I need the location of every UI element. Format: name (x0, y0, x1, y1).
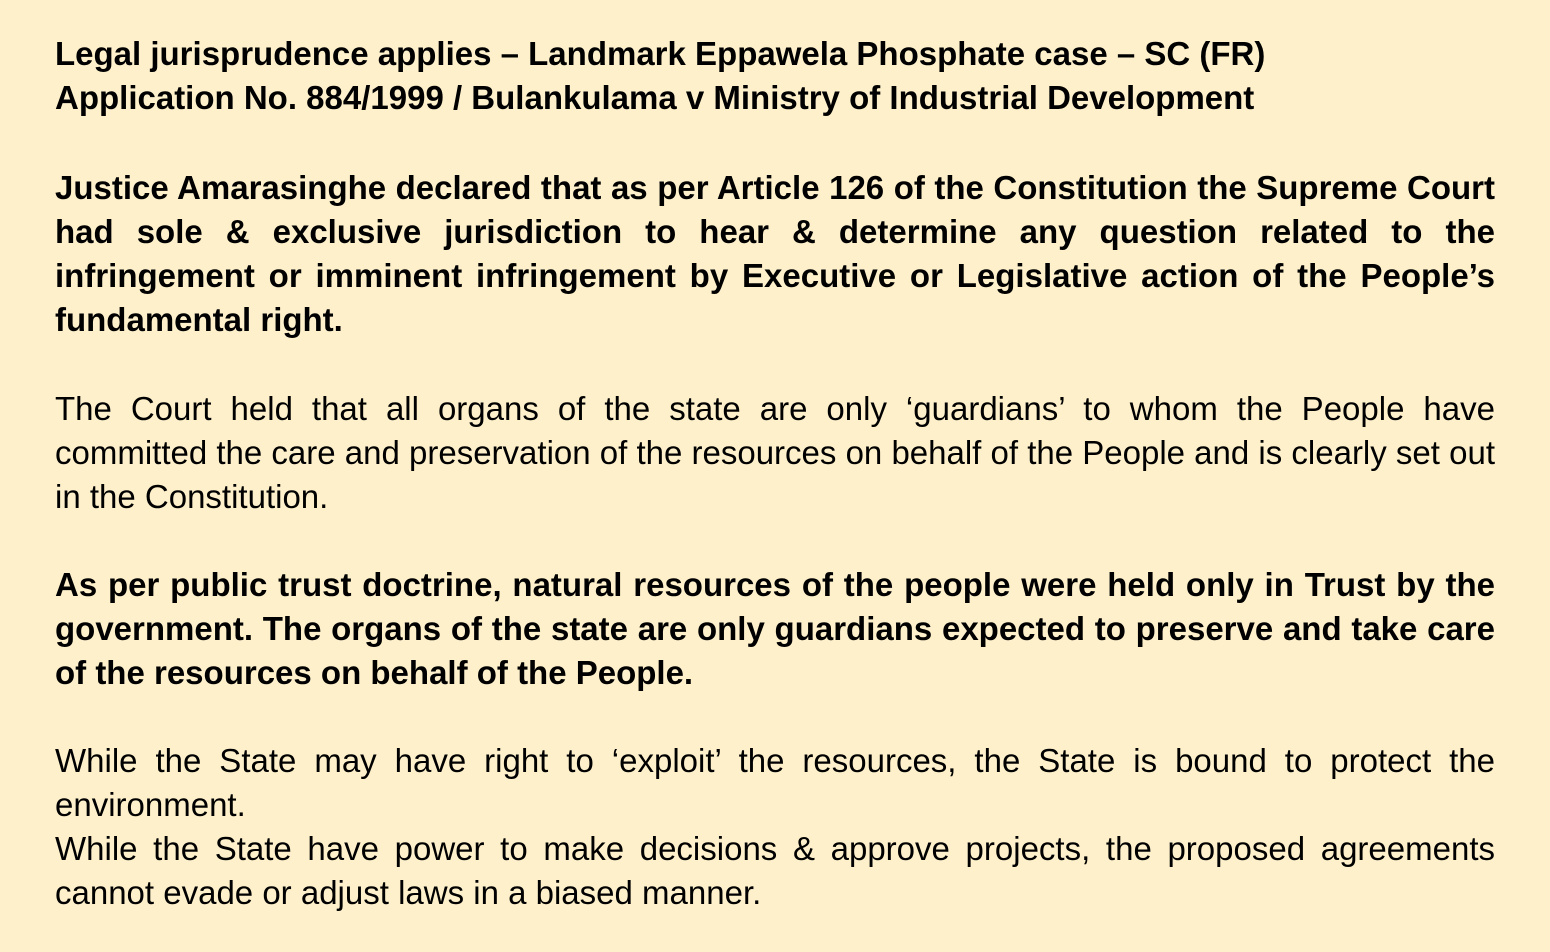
page-title (55, 32, 1495, 120)
paragraph-jurisdiction: Justice Amarasinghe declared that as per Article 126 of the Constitution the Supreme Court had sole & exclusive jurisdiction to hear & determine any question related to the infringement or imminent infringement by Executive or Legislative action of the People’s fundamental right. (55, 169, 1495, 338)
paragraph-decisions: While the State have power to make decisions & approve projects, the proposed agreements cannot evade or adjust laws in a biased manner. (55, 830, 1495, 911)
paragraph-guardians: The Court held that all organs of the state are only ‘guardians’ to whom the People have committed the care and preservation of the resources on behalf of the People and is clearly set out in the Constitution. (55, 390, 1495, 515)
paragraph-exploit: While the State may have right to ‘exploit’ the resources, the State is bound to protect the environment. (55, 742, 1495, 823)
title-line-1: Legal jurisprudence applies – Landmark Eppawela Phosphate case – SC (FR) (55, 35, 1266, 72)
title-line-2: Application No. 884/1999 / Bulankulama v Ministry of Industrial Development (55, 79, 1255, 116)
paragraph-public-trust: As per public trust doctrine, natural resources of the people were held only in Trust by the government. The organs of the state are only guardians expected to preserve and take care of the resources on behalf of the People. (55, 566, 1495, 691)
